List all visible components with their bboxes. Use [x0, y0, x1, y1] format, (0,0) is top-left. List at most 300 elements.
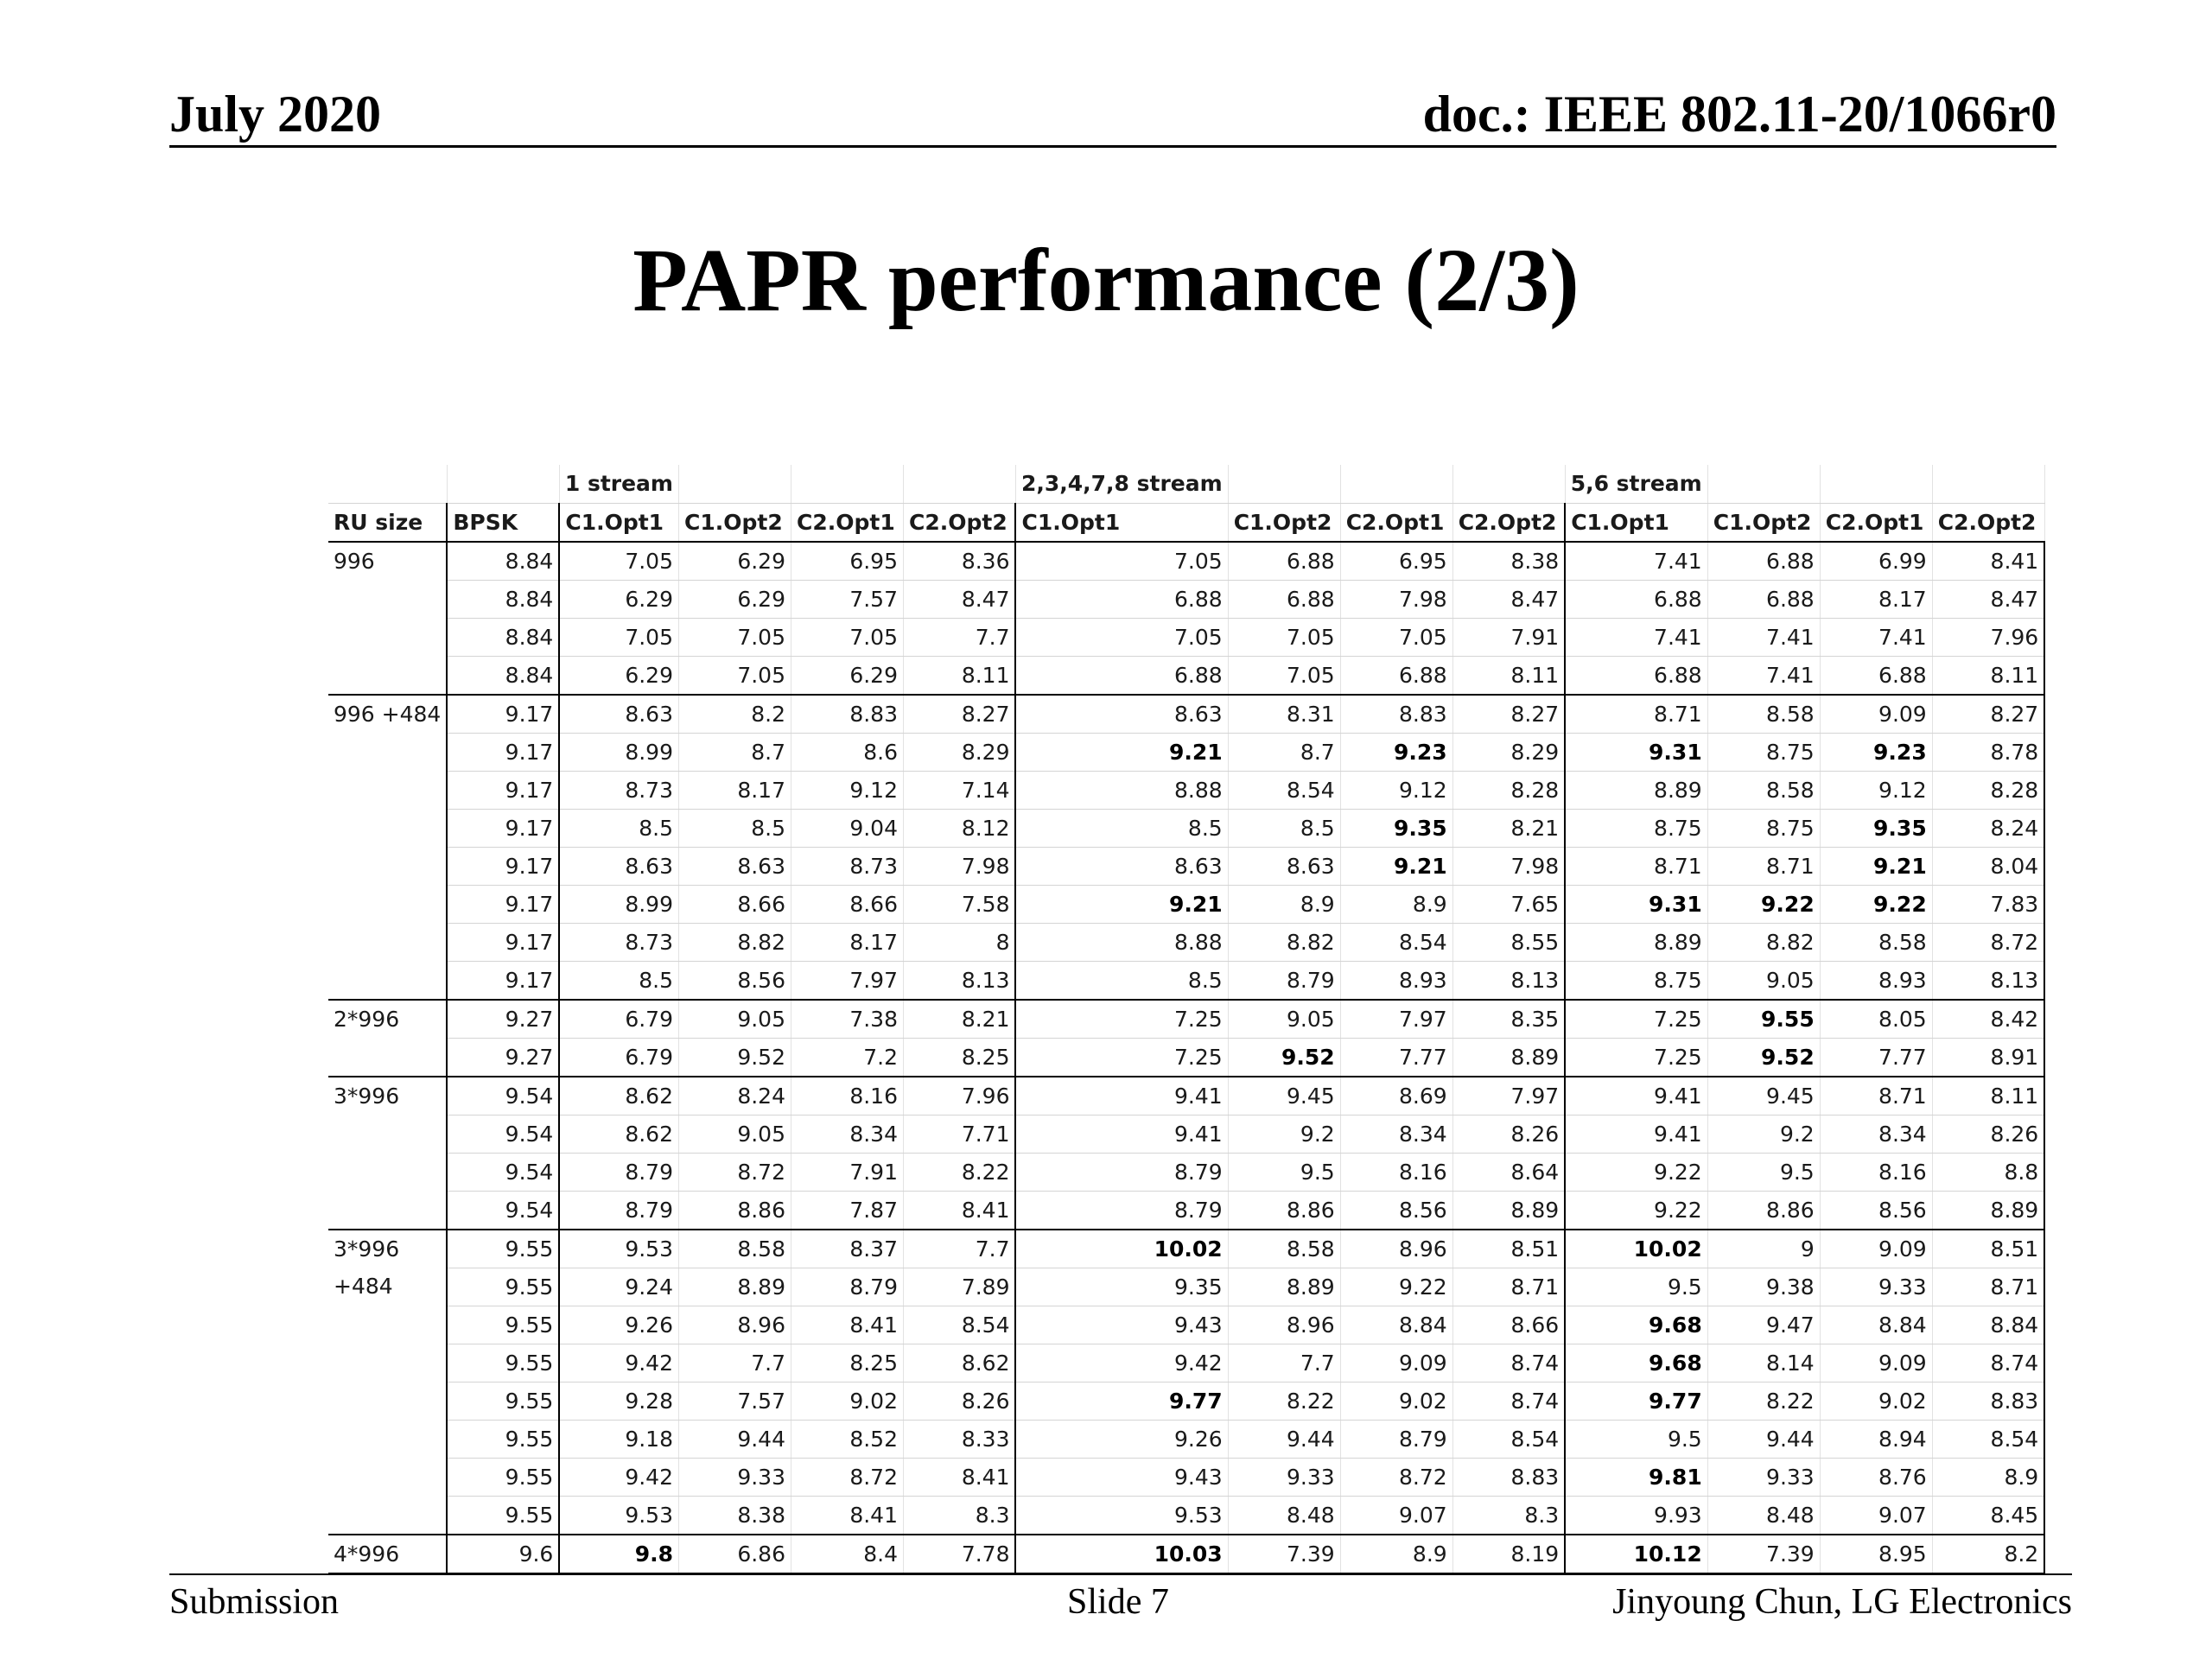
papr-value-cell: 8.22: [903, 1153, 1015, 1191]
papr-value-cell: 8.83: [1452, 1458, 1565, 1496]
papr-value-cell: 8.26: [1932, 1115, 2044, 1153]
papr-value-cell: 8.38: [1452, 542, 1565, 581]
column-header: BPSK: [447, 503, 559, 542]
papr-value-cell: 9.02: [1820, 1382, 1932, 1420]
papr-value-cell: 9.17: [447, 771, 559, 809]
table-row: [328, 618, 2044, 656]
papr-value-cell: 7.96: [903, 1077, 1015, 1116]
papr-value-cell: 9.12: [791, 771, 903, 809]
papr-value-cell: 6.29: [678, 542, 791, 581]
papr-value-cell: 9.6: [447, 1535, 559, 1573]
ru-size-cell: 3*996: [328, 1230, 447, 1268]
ru-size-cell: [328, 1191, 447, 1230]
footer-slide-number: Slide 7: [1067, 1582, 1169, 1622]
group-header-row: [328, 465, 2044, 503]
papr-value-cell: 9.42: [1015, 1344, 1228, 1382]
papr-value-cell: 9.54: [447, 1153, 559, 1191]
papr-value-cell: 9: [1707, 1230, 1820, 1268]
papr-value-cell: 8.79: [559, 1191, 678, 1230]
papr-value-cell: 9.35: [1820, 809, 1932, 847]
papr-value-cell: 8.11: [1452, 656, 1565, 695]
papr-value-cell: 8.5: [1228, 809, 1340, 847]
papr-value-cell: 8.83: [1340, 695, 1452, 734]
papr-value-cell: 8.83: [791, 695, 903, 734]
papr-value-cell: 8.84: [1932, 1306, 2044, 1344]
papr-value-cell: 8.22: [1707, 1382, 1820, 1420]
footer-submission: Submission: [169, 1582, 340, 1622]
papr-value-cell: 8.54: [1340, 923, 1452, 961]
papr-value-cell: 7.41: [1707, 618, 1820, 656]
papr-value-cell: 8.91: [1932, 1038, 2044, 1077]
papr-value-cell: 6.88: [1820, 656, 1932, 695]
papr-value-cell: 8.9: [1340, 885, 1452, 923]
papr-value-cell: 8.58: [1707, 695, 1820, 734]
papr-value-cell: 9.21: [1820, 847, 1932, 885]
ru-size-cell: [328, 580, 447, 618]
papr-value-cell: 8.79: [791, 1268, 903, 1306]
papr-value-cell: 9.09: [1340, 1344, 1452, 1382]
ru-size-cell: [328, 1496, 447, 1535]
papr-value-cell: 8.17: [791, 923, 903, 961]
papr-value-cell: 9.17: [447, 923, 559, 961]
papr-value-cell: 7.57: [678, 1382, 791, 1420]
papr-value-cell: 9.43: [1015, 1306, 1228, 1344]
papr-value-cell: 6.88: [1228, 542, 1340, 581]
papr-value-cell: 8.33: [903, 1420, 1015, 1458]
papr-value-cell: 8: [903, 923, 1015, 961]
papr-value-cell: 8.16: [1340, 1153, 1452, 1191]
header-doc-number: doc.: IEEE 802.11-20/1066r0: [1422, 86, 2056, 143]
papr-value-cell: 7.41: [1565, 542, 1707, 581]
papr-value-cell: 7.89: [903, 1268, 1015, 1306]
papr-value-cell: 9.8: [559, 1535, 678, 1573]
papr-value-cell: 8.21: [903, 1000, 1015, 1039]
papr-value-cell: 8.48: [1228, 1496, 1340, 1535]
table-row: [328, 733, 2044, 771]
ru-size-cell: [328, 733, 447, 771]
papr-value-cell: 8.41: [1932, 542, 2044, 581]
papr-value-cell: 9.02: [791, 1382, 903, 1420]
papr-value-cell: 8.79: [1228, 961, 1340, 1000]
papr-value-cell: 8.36: [903, 542, 1015, 581]
papr-value-cell: 8.89: [1565, 771, 1707, 809]
papr-value-cell: 9.5: [1228, 1153, 1340, 1191]
papr-value-cell: 9.42: [559, 1344, 678, 1382]
papr-value-cell: 7.41: [1565, 618, 1707, 656]
ru-size-cell: [328, 847, 447, 885]
papr-value-cell: 8.38: [678, 1496, 791, 1535]
papr-value-cell: 8.86: [1228, 1191, 1340, 1230]
papr-value-cell: 8.62: [559, 1077, 678, 1116]
papr-value-cell: 8.66: [678, 885, 791, 923]
header-date: July 2020: [169, 86, 382, 143]
papr-value-cell: 7.25: [1565, 1038, 1707, 1077]
papr-value-cell: 9.77: [1015, 1382, 1228, 1420]
papr-value-cell: 9.5: [1565, 1268, 1707, 1306]
papr-value-cell: 9.24: [559, 1268, 678, 1306]
footer-rule: [169, 1573, 2072, 1575]
header-blank-cell: [1707, 465, 1820, 503]
papr-value-cell: 8.84: [447, 542, 559, 581]
papr-value-cell: 9.31: [1565, 885, 1707, 923]
papr-value-cell: 9.44: [678, 1420, 791, 1458]
papr-value-cell: 9.54: [447, 1115, 559, 1153]
footer-author: Jinyoung Chun, LG Electronics: [1612, 1582, 2072, 1622]
papr-value-cell: 8.34: [1820, 1115, 1932, 1153]
header-blank-cell: [1228, 465, 1340, 503]
papr-value-cell: 7.97: [1340, 1000, 1452, 1039]
column-header: C1.Opt1: [559, 503, 678, 542]
header-blank-cell: [1340, 465, 1452, 503]
papr-value-cell: 8.22: [1228, 1382, 1340, 1420]
column-header: C1.Opt2: [678, 503, 791, 542]
ru-size-cell: [328, 1382, 447, 1420]
papr-value-cell: 7.87: [791, 1191, 903, 1230]
papr-value-cell: 8.62: [903, 1344, 1015, 1382]
papr-value-cell: 7.91: [1452, 618, 1565, 656]
papr-value-cell: 8.5: [678, 809, 791, 847]
papr-value-cell: 8.11: [1932, 656, 2044, 695]
header-blank-cell: [328, 465, 447, 503]
papr-value-cell: 6.88: [1015, 580, 1228, 618]
column-header: C2.Opt1: [1340, 503, 1452, 542]
papr-value-cell: 8.72: [1932, 923, 2044, 961]
papr-value-cell: 9.55: [447, 1458, 559, 1496]
papr-value-cell: 8.84: [1820, 1306, 1932, 1344]
papr-value-cell: 7.05: [1015, 542, 1228, 581]
papr-value-cell: 6.88: [1228, 580, 1340, 618]
papr-value-cell: 8.71: [1707, 847, 1820, 885]
papr-value-cell: 9.44: [1228, 1420, 1340, 1458]
papr-value-cell: 10.02: [1015, 1230, 1228, 1268]
papr-value-cell: 9.21: [1015, 733, 1228, 771]
papr-value-cell: 10.12: [1565, 1535, 1707, 1573]
papr-value-cell: 9.05: [678, 1115, 791, 1153]
column-header: C1.Opt2: [1228, 503, 1340, 542]
papr-value-cell: 8.71: [1452, 1268, 1565, 1306]
ru-size-cell: 996 +484: [328, 695, 447, 734]
papr-value-cell: 8.72: [678, 1153, 791, 1191]
papr-value-cell: 8.6: [791, 733, 903, 771]
papr-value-cell: 9.38: [1707, 1268, 1820, 1306]
column-header: RU size: [328, 503, 447, 542]
papr-value-cell: 8.47: [1452, 580, 1565, 618]
papr-value-cell: 9.12: [1820, 771, 1932, 809]
papr-table: [328, 465, 2045, 1574]
papr-value-cell: 8.63: [1015, 847, 1228, 885]
papr-value-cell: 8.84: [447, 580, 559, 618]
papr-table-body: [328, 465, 2044, 1573]
papr-value-cell: 8.26: [1452, 1115, 1565, 1153]
table-row: [328, 1191, 2044, 1230]
papr-value-cell: 9.23: [1340, 733, 1452, 771]
table-row: [328, 656, 2044, 695]
papr-value-cell: 9.31: [1565, 733, 1707, 771]
papr-value-cell: 9.18: [559, 1420, 678, 1458]
papr-value-cell: 9.27: [447, 1000, 559, 1039]
papr-value-cell: 6.29: [559, 656, 678, 695]
header-blank-cell: [678, 465, 791, 503]
papr-value-cell: 8.05: [1820, 1000, 1932, 1039]
papr-value-cell: 8.28: [1452, 771, 1565, 809]
papr-value-cell: 9.22: [1820, 885, 1932, 923]
papr-value-cell: 9.17: [447, 809, 559, 847]
papr-value-cell: 8.5: [559, 961, 678, 1000]
papr-value-cell: 9.17: [447, 885, 559, 923]
papr-value-cell: 8.56: [1820, 1191, 1932, 1230]
papr-value-cell: 8.96: [1340, 1230, 1452, 1268]
papr-value-cell: 8.54: [1452, 1420, 1565, 1458]
papr-value-cell: 8.9: [1932, 1458, 2044, 1496]
papr-value-cell: 7.7: [903, 618, 1015, 656]
papr-value-cell: 8.7: [1228, 733, 1340, 771]
papr-value-cell: 7.2: [791, 1038, 903, 1077]
papr-value-cell: 8.88: [1015, 771, 1228, 809]
papr-value-cell: 8.2: [678, 695, 791, 734]
column-header: C1.Opt1: [1565, 503, 1707, 542]
papr-value-cell: 6.88: [1340, 656, 1452, 695]
papr-value-cell: 9.09: [1820, 1344, 1932, 1382]
papr-value-cell: 9.22: [1340, 1268, 1452, 1306]
papr-value-cell: 9.28: [559, 1382, 678, 1420]
papr-value-cell: 8.63: [1228, 847, 1340, 885]
papr-value-cell: 8.89: [1452, 1191, 1565, 1230]
ru-size-cell: [328, 1153, 447, 1191]
papr-value-cell: 7.7: [678, 1344, 791, 1382]
papr-value-cell: 8.29: [903, 733, 1015, 771]
papr-value-cell: 6.99: [1820, 542, 1932, 581]
papr-value-cell: 7.58: [903, 885, 1015, 923]
ru-size-cell: 3*996: [328, 1077, 447, 1116]
papr-value-cell: 8.74: [1452, 1382, 1565, 1420]
papr-value-cell: 7.05: [678, 656, 791, 695]
papr-value-cell: 8.86: [678, 1191, 791, 1230]
table-row: [328, 961, 2044, 1000]
papr-value-cell: 9.54: [447, 1191, 559, 1230]
papr-value-cell: 7.05: [559, 542, 678, 581]
papr-value-cell: 8.63: [1015, 695, 1228, 734]
table-row: [328, 1268, 2044, 1306]
papr-value-cell: 9.44: [1707, 1420, 1820, 1458]
papr-value-cell: 8.27: [903, 695, 1015, 734]
papr-value-cell: 8.4: [791, 1535, 903, 1573]
papr-value-cell: 8.24: [1932, 809, 2044, 847]
papr-value-cell: 9.93: [1565, 1496, 1707, 1535]
papr-value-cell: 8.84: [447, 618, 559, 656]
column-header: C2.Opt1: [791, 503, 903, 542]
ru-size-cell: [328, 1115, 447, 1153]
papr-value-cell: 9.05: [1228, 1000, 1340, 1039]
papr-value-cell: 8.7: [678, 733, 791, 771]
papr-value-cell: 8.73: [559, 771, 678, 809]
papr-value-cell: 8.56: [678, 961, 791, 1000]
papr-value-cell: 7.83: [1932, 885, 2044, 923]
stream-group-header: 5,6 stream: [1565, 465, 1707, 503]
papr-value-cell: 8.37: [791, 1230, 903, 1268]
papr-value-cell: 6.88: [1565, 656, 1707, 695]
papr-value-cell: 6.29: [678, 580, 791, 618]
papr-value-cell: 6.88: [1015, 656, 1228, 695]
table-row: [328, 1115, 2044, 1153]
papr-value-cell: 9.47: [1707, 1306, 1820, 1344]
papr-value-cell: 8.34: [791, 1115, 903, 1153]
papr-value-cell: 9.42: [559, 1458, 678, 1496]
papr-value-cell: 6.79: [559, 1038, 678, 1077]
column-header-row: [328, 503, 2044, 542]
table-row: [328, 1535, 2044, 1573]
papr-value-cell: 9.33: [678, 1458, 791, 1496]
papr-value-cell: 9.21: [1340, 847, 1452, 885]
table-row: [328, 923, 2044, 961]
papr-value-cell: 7.05: [791, 618, 903, 656]
ru-size-cell: [328, 618, 447, 656]
papr-value-cell: 9.53: [1015, 1496, 1228, 1535]
papr-value-cell: 7.97: [791, 961, 903, 1000]
papr-value-cell: 9.33: [1707, 1458, 1820, 1496]
papr-value-cell: 8.73: [559, 923, 678, 961]
table-row: [328, 1382, 2044, 1420]
papr-value-cell: 8.19: [1452, 1535, 1565, 1573]
ru-size-cell: [328, 923, 447, 961]
papr-value-cell: 7.41: [1820, 618, 1932, 656]
papr-value-cell: 9.77: [1565, 1382, 1707, 1420]
table-row: [328, 1344, 2044, 1382]
papr-value-cell: 8.79: [1340, 1420, 1452, 1458]
papr-value-cell: 9.55: [447, 1382, 559, 1420]
papr-value-cell: 9.55: [447, 1496, 559, 1535]
papr-value-cell: 9.55: [447, 1344, 559, 1382]
papr-value-cell: 7.05: [1228, 656, 1340, 695]
papr-value-cell: 7.05: [1340, 618, 1452, 656]
papr-value-cell: 7.05: [678, 618, 791, 656]
papr-value-cell: 9.2: [1228, 1115, 1340, 1153]
table-row: [328, 847, 2044, 885]
papr-value-cell: 8.58: [678, 1230, 791, 1268]
ru-size-cell: [328, 809, 447, 847]
papr-value-cell: 7.57: [791, 580, 903, 618]
papr-value-cell: 8.42: [1932, 1000, 2044, 1039]
papr-value-cell: 8.93: [1340, 961, 1452, 1000]
papr-value-cell: 9.35: [1340, 809, 1452, 847]
papr-value-cell: 8.35: [1452, 1000, 1565, 1039]
papr-value-cell: 8.82: [678, 923, 791, 961]
papr-value-cell: 9.55: [447, 1268, 559, 1306]
papr-value-cell: 8.13: [1932, 961, 2044, 1000]
papr-value-cell: 8.55: [1452, 923, 1565, 961]
papr-value-cell: 7.65: [1452, 885, 1565, 923]
papr-value-cell: 9.41: [1015, 1115, 1228, 1153]
papr-value-cell: 9.05: [678, 1000, 791, 1039]
papr-value-cell: 8.64: [1452, 1153, 1565, 1191]
ru-size-cell: 4*996: [328, 1535, 447, 1573]
papr-value-cell: 7.05: [559, 618, 678, 656]
papr-value-cell: 6.88: [1707, 580, 1820, 618]
papr-value-cell: 8.24: [678, 1077, 791, 1116]
papr-value-cell: 8.84: [1340, 1306, 1452, 1344]
papr-value-cell: 8.16: [791, 1077, 903, 1116]
papr-value-cell: 7.25: [1565, 1000, 1707, 1039]
papr-value-cell: 8.25: [903, 1038, 1015, 1077]
papr-value-cell: 9.45: [1707, 1077, 1820, 1116]
papr-value-cell: 8.69: [1340, 1077, 1452, 1116]
table-row: [328, 1038, 2044, 1077]
papr-value-cell: 8.31: [1228, 695, 1340, 734]
papr-value-cell: 9.5: [1565, 1420, 1707, 1458]
papr-value-cell: 8.47: [903, 580, 1015, 618]
papr-value-cell: 9.05: [1707, 961, 1820, 1000]
papr-value-cell: 8.89: [678, 1268, 791, 1306]
papr-value-cell: 7.39: [1707, 1535, 1820, 1573]
papr-value-cell: 9.41: [1015, 1077, 1228, 1116]
papr-value-cell: 8.74: [1932, 1344, 2044, 1382]
papr-value-cell: 8.54: [1228, 771, 1340, 809]
papr-value-cell: 8.54: [903, 1306, 1015, 1344]
papr-value-cell: 8.89: [1228, 1268, 1340, 1306]
papr-value-cell: 8.21: [1452, 809, 1565, 847]
papr-value-cell: 9.22: [1707, 885, 1820, 923]
papr-value-cell: 9.17: [447, 695, 559, 734]
papr-value-cell: 7.39: [1228, 1535, 1340, 1573]
papr-value-cell: 9.26: [1015, 1420, 1228, 1458]
table-row: [328, 1000, 2044, 1039]
papr-value-cell: 8.11: [903, 656, 1015, 695]
papr-value-cell: 8.96: [678, 1306, 791, 1344]
column-header: C2.Opt2: [903, 503, 1015, 542]
papr-value-cell: 9.55: [447, 1420, 559, 1458]
ru-size-cell: +484: [328, 1268, 447, 1306]
table-row: [328, 885, 2044, 923]
papr-value-cell: 8.88: [1015, 923, 1228, 961]
papr-value-cell: 7.98: [903, 847, 1015, 885]
papr-value-cell: 8.62: [559, 1115, 678, 1153]
ru-size-cell: [328, 1306, 447, 1344]
papr-value-cell: 9.45: [1228, 1077, 1340, 1116]
papr-value-cell: 9.55: [447, 1306, 559, 1344]
ru-size-cell: [328, 1344, 447, 1382]
papr-value-cell: 8.63: [559, 847, 678, 885]
papr-value-cell: 8.13: [903, 961, 1015, 1000]
papr-value-cell: 8.9: [1228, 885, 1340, 923]
column-header: C1.Opt1: [1015, 503, 1228, 542]
table-row: [328, 1077, 2044, 1116]
papr-value-cell: 8.5: [1015, 809, 1228, 847]
ru-size-cell: 2*996: [328, 1000, 447, 1039]
header-blank-cell: [903, 465, 1015, 503]
papr-value-cell: 7.78: [903, 1535, 1015, 1573]
papr-value-cell: 9.52: [1707, 1038, 1820, 1077]
papr-value-cell: 9.35: [1015, 1268, 1228, 1306]
papr-value-cell: 9.17: [447, 847, 559, 885]
papr-value-cell: 7.41: [1707, 656, 1820, 695]
papr-value-cell: 8.41: [903, 1458, 1015, 1496]
papr-value-cell: 8.72: [791, 1458, 903, 1496]
papr-value-cell: 9.68: [1565, 1344, 1707, 1382]
papr-value-cell: 9.53: [559, 1496, 678, 1535]
column-header: C2.Opt2: [1452, 503, 1565, 542]
papr-value-cell: 8.48: [1707, 1496, 1820, 1535]
papr-value-cell: 8.58: [1707, 771, 1820, 809]
papr-value-cell: 9.17: [447, 733, 559, 771]
papr-value-cell: 8.47: [1932, 580, 2044, 618]
header-blank-cell: [447, 465, 559, 503]
papr-value-cell: 6.79: [559, 1000, 678, 1039]
papr-value-cell: 8.79: [1015, 1191, 1228, 1230]
papr-value-cell: 7.97: [1452, 1077, 1565, 1116]
papr-value-cell: 8.12: [903, 809, 1015, 847]
papr-value-cell: 8.75: [1707, 809, 1820, 847]
papr-value-cell: 8.66: [791, 885, 903, 923]
papr-value-cell: 8.8: [1932, 1153, 2044, 1191]
